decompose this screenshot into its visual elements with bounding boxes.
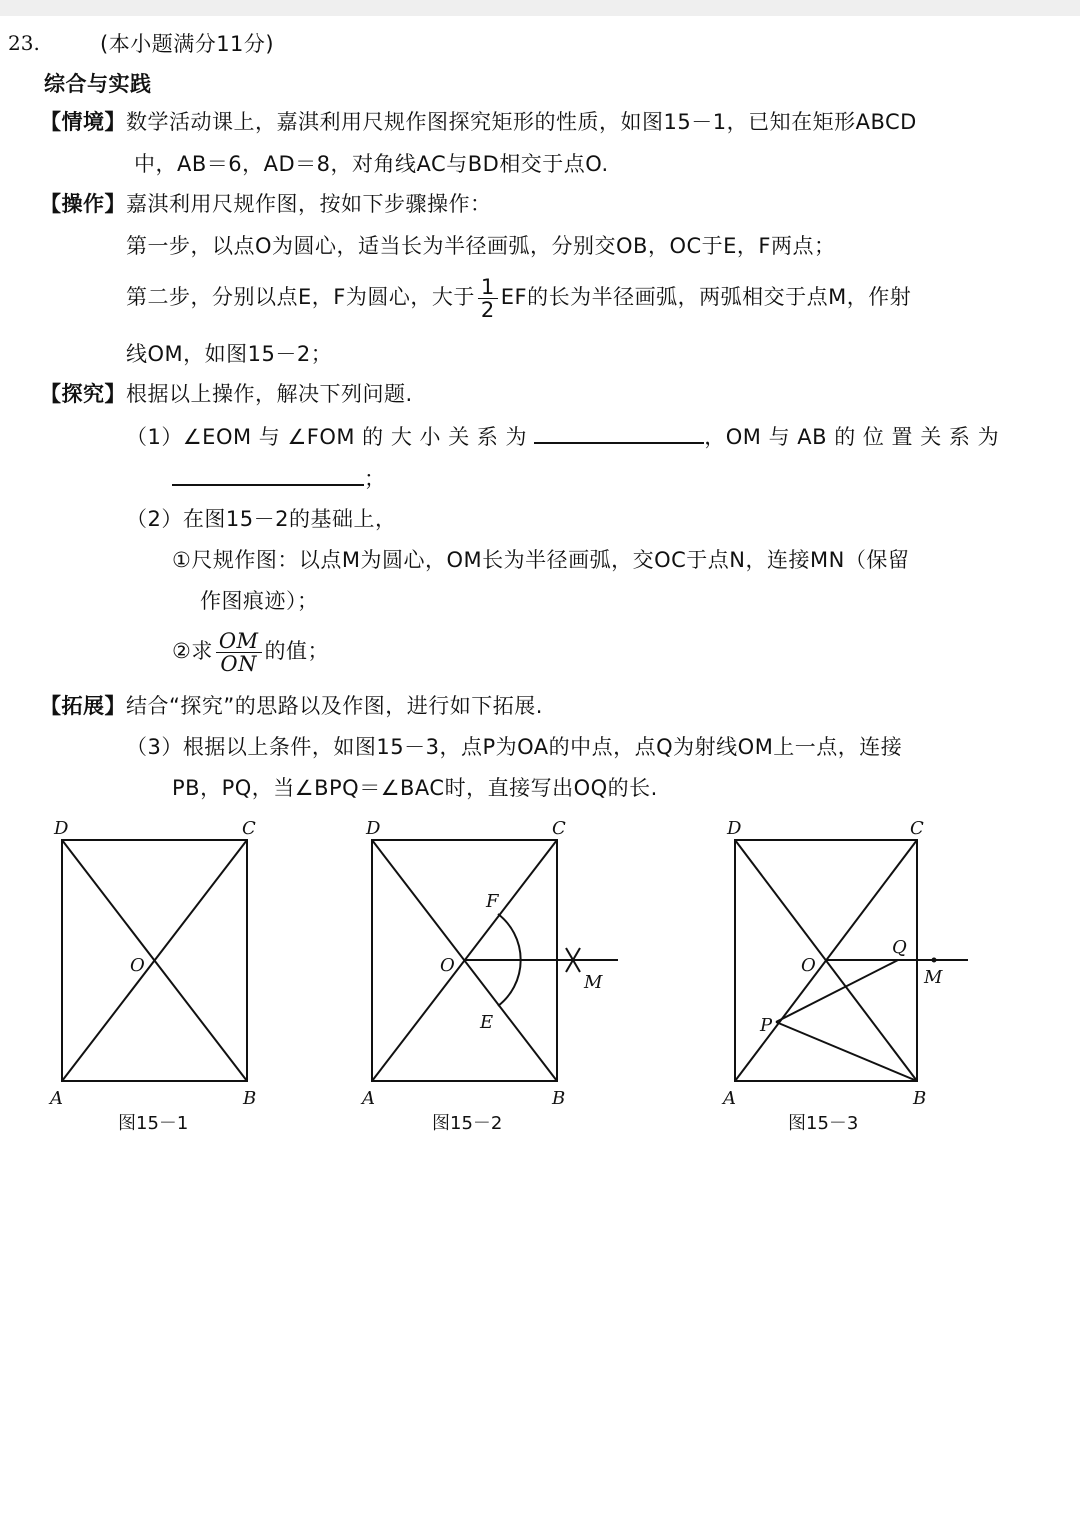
fig2-label-o: O	[440, 955, 455, 976]
fig3-label-q: Q	[892, 937, 907, 958]
operation-tag: 【操作】	[40, 192, 126, 216]
fig1-caption: 图15－1	[118, 1113, 189, 1134]
fig1-label-a: A	[50, 1088, 63, 1109]
section-title: 综合与实践	[44, 72, 152, 96]
explore-tag: 【探究】	[40, 382, 126, 406]
fig2-caption: 图15－2	[432, 1113, 503, 1134]
fig3-label-d: D	[727, 818, 742, 839]
fig1-label-d: D	[54, 818, 69, 839]
fig3-label-m: M	[924, 967, 943, 988]
context-tag: 【情境】	[40, 110, 126, 134]
context-line-2: 中，AB＝6，AD＝8，对角线AC与BD相交于点O.	[134, 152, 609, 176]
fig3-point-m	[932, 958, 937, 963]
fraction-half-denominator: 2	[480, 297, 495, 322]
explore-q2: （2）在图15－2的基础上，	[126, 507, 397, 531]
fraction-om-on-denominator: ON	[220, 651, 257, 676]
explore-q2-1: ①尺规作图：以点M为圆心，OM长为半径画弧，交OC于点N，连接MN（保留	[172, 548, 910, 572]
q2-2-prefix: ②求	[172, 639, 213, 663]
operation-step-1: 第一步，以点O为圆心，适当长为半径画弧，分别交OB，OC于E，F两点；	[126, 234, 836, 258]
operation-step-2-cont: 线OM，如图15－2；	[126, 342, 333, 366]
fig2-label-m: M	[584, 972, 603, 993]
fig2-label-e: E	[480, 1012, 494, 1033]
fig3-label-p: P	[760, 1015, 773, 1036]
fig3-label-c: C	[910, 818, 924, 839]
fig2-label-d: D	[366, 818, 381, 839]
q1-text-c: ；	[364, 467, 386, 491]
fig3-segment-pq	[776, 960, 898, 1022]
question-number: 23.	[8, 31, 40, 55]
extend-tag: 【拓展】	[40, 694, 126, 718]
explore-q2-1-cont: 作图痕迹）；	[200, 589, 319, 613]
fig2-label-f: F	[486, 891, 499, 912]
step2-text-a: 第二步，分别以点E，F为圆心，大于	[126, 285, 475, 309]
q1-text-b: ，OM 与 AB 的 位 置 关 系 为	[704, 425, 1000, 449]
q2-2-suffix: 的值；	[264, 639, 330, 663]
fig1-label-o: O	[130, 955, 145, 976]
figure-15-2	[372, 840, 618, 1081]
fig2-label-b: B	[552, 1088, 566, 1109]
fig3-label-b: B	[913, 1088, 927, 1109]
q1-text-a: （1）∠EOM 与 ∠FOM 的 大 小 关 系 为	[126, 425, 528, 449]
fig3-label-a: A	[723, 1088, 736, 1109]
step2-text-b: EF的长为半径画弧，两弧相交于点M，作射	[500, 285, 912, 309]
score-note-text: (本小题满分11分)	[100, 32, 275, 56]
fig2-label-c: C	[552, 818, 566, 839]
fig1-label-b: B	[243, 1088, 257, 1109]
extend-q3-cont: PB，PQ，当∠BPQ＝∠BAC时，直接写出OQ的长.	[172, 776, 658, 800]
extend-q3: （3）根据以上条件，如图15－3，点P为OA的中点，点Q为射线OM上一点，连接	[126, 735, 903, 759]
explore-intro: 根据以上操作，解决下列问题.	[126, 382, 413, 406]
extend-intro: 结合“探究”的思路以及作图，进行如下拓展.	[126, 694, 543, 718]
fig3-caption: 图15－3	[788, 1113, 859, 1134]
context-text-1: 数学活动课上，嘉淇利用尺规作图探究矩形的性质，如图15－1，已知在矩形ABCD	[126, 110, 917, 134]
figure-15-1	[62, 840, 247, 1081]
fig2-label-a: A	[362, 1088, 375, 1109]
operation-intro: 嘉淇利用尺规作图，按如下步骤操作：	[126, 192, 492, 216]
fig3-label-o: O	[801, 955, 816, 976]
fraction-om-on-numerator: OM	[216, 630, 262, 653]
fig1-label-c: C	[242, 818, 256, 839]
fraction-half-numerator: 1	[478, 276, 498, 299]
